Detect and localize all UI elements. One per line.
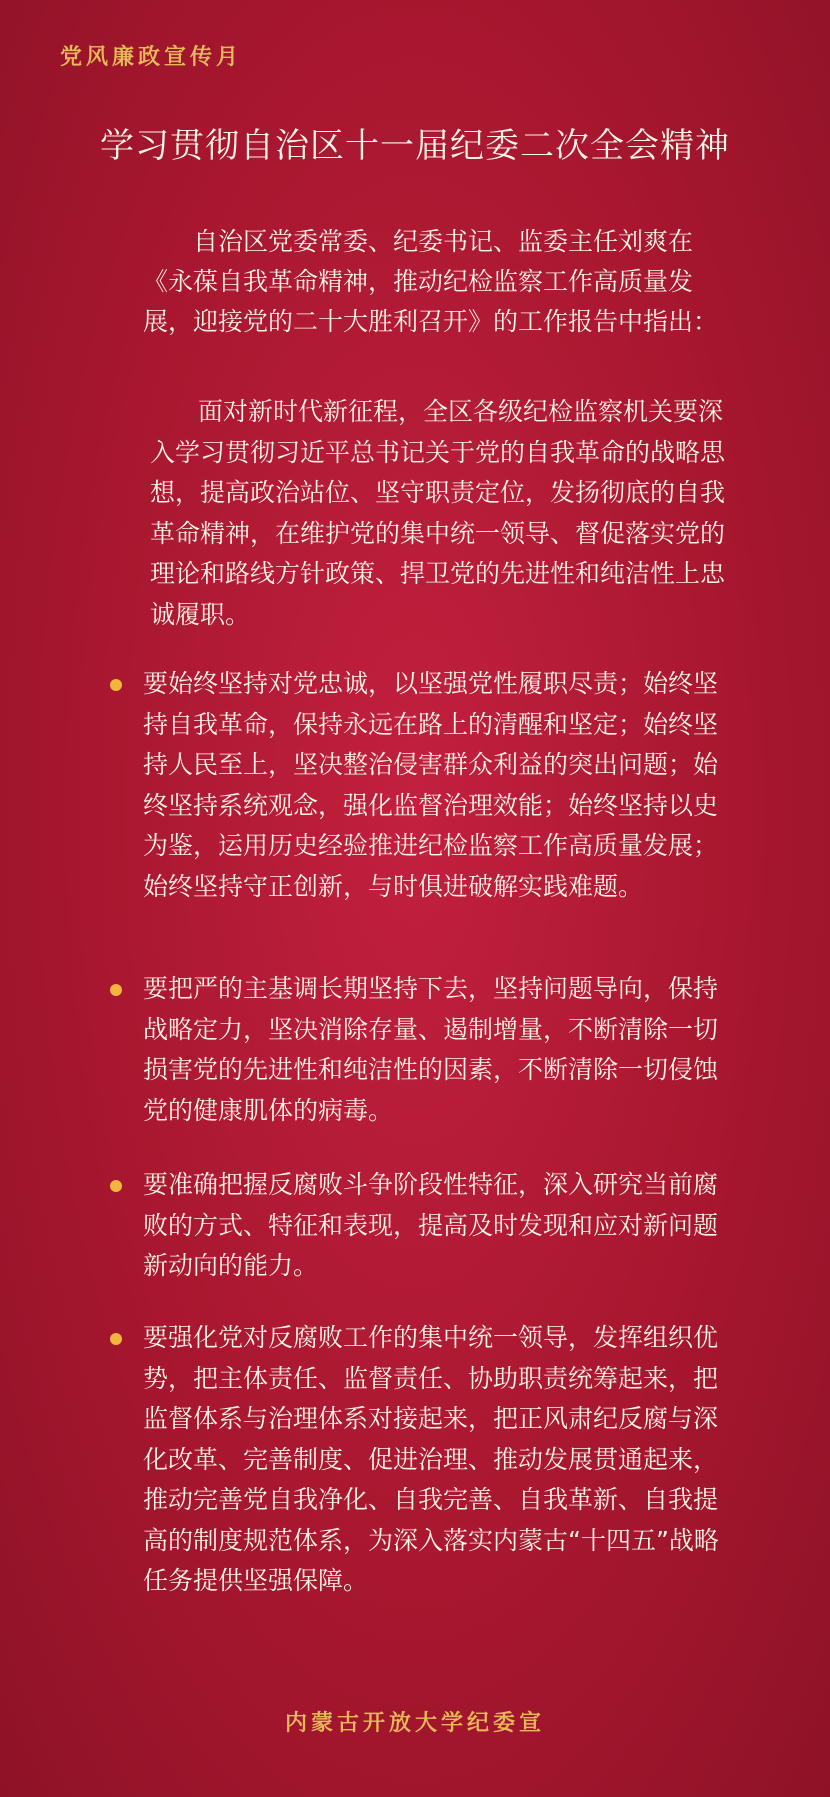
bullet-item: 要始终坚持对党忠诚，以坚强党性履职尽责；始终坚持自我革命，保持永远在路上的清醒和坚定；始终坚持人民至上，坚决整治侵害群众利益的突出问题；始终坚持系统观念，强化监督治理效能；始终坚持以史为鉴，运用历史经验推进纪检监察工作高质量发展；始终坚持守正创新，与时俱进破解实践难题。 xyxy=(143,669,719,901)
bullet-item: 要把严的主基调长期坚持下去，坚持问题导向，保持战略定力，坚决消除存量、遏制增量，不断清除一切损害党的先进性和纯洁性的因素，不断清除一切侵蚀党的健康肌体的病毒。 xyxy=(143,974,719,1125)
bullet-dot-icon xyxy=(110,679,122,691)
campaign-tag: 党风廉政宣传月 xyxy=(60,44,243,70)
bullet-item: 要准确把握反腐败斗争阶段性特征，深入研究当前腐败的方式、特征和表现，提高及时发现和应对新问题新动向的能力。 xyxy=(143,1170,719,1280)
bullet-dot-icon xyxy=(110,984,122,996)
quote-paragraph: 面对新时代新征程，全区各级纪检监察机关要深入学习贯彻习近平总书记关于党的自我革命的战略思想，提高政治站位、坚守职责定位，发扬彻底的自我革命精神，在维护党的集中统一领导、督促落实党的理论和路线方针政策、捍卫党的先进性和纯洁性上忠诚履职。 xyxy=(150,397,726,629)
footer-credit: 内蒙古开放大学纪委宣 xyxy=(284,1710,545,1736)
intro-paragraph: 自治区党委常委、纪委书记、监委主任刘爽在《永葆自我革命精神，推动纪检监察工作高质量发展，迎接党的二十大胜利召开》的工作报告中指出： xyxy=(143,227,719,336)
bullet-dot-icon xyxy=(110,1333,122,1345)
page-title: 学习贯彻自治区十一届纪委二次全会精神 xyxy=(100,126,730,166)
bullet-item: 要强化党对反腐败工作的集中统一领导，发挥组织优势，把主体责任、监督责任、协助职责统筹起来，把监督体系与治理体系对接起来，把正风肃纪反腐与深化改革、完善制度、促进治理、推动发展贯通起来，推动完善党自我净化、自我完善、自我革新、自我提高的制度规范体系，为深入落实内蒙古“十四五”战略任务提供坚强保障。 xyxy=(143,1323,719,1595)
bullet-dot-icon xyxy=(110,1180,122,1192)
